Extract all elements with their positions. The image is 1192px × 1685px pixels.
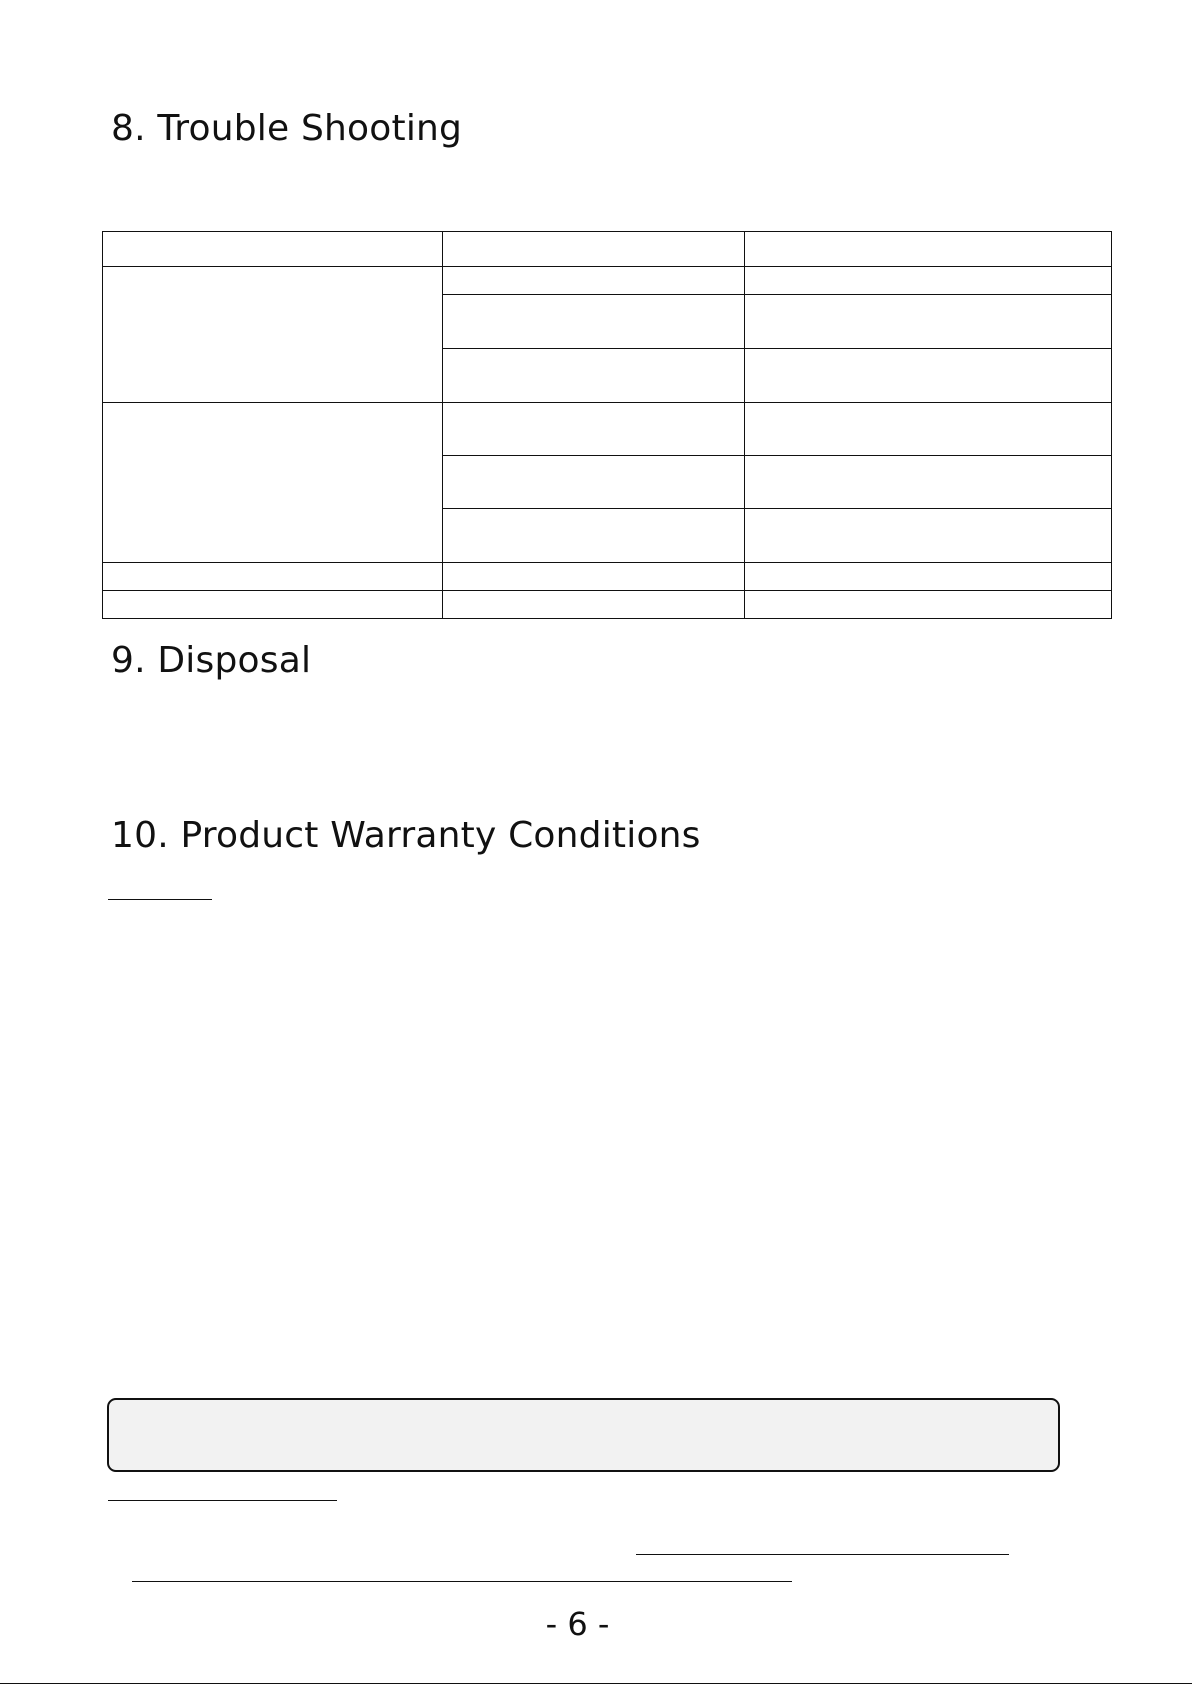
table-cell bbox=[103, 267, 443, 403]
section-title-warranty: 10. Product Warranty Conditions bbox=[111, 815, 701, 856]
table-cell bbox=[443, 456, 745, 509]
section-title-trouble-shooting: 8. Trouble Shooting bbox=[111, 108, 463, 149]
trouble-shooting-table bbox=[102, 231, 1112, 619]
table-cell bbox=[745, 295, 1112, 349]
table-cell bbox=[443, 295, 745, 349]
underline-rule bbox=[108, 1500, 337, 1501]
warranty-underline-rule bbox=[108, 899, 212, 900]
underline-rule bbox=[636, 1554, 1009, 1555]
table-cell bbox=[443, 349, 745, 403]
table-row bbox=[103, 591, 1112, 619]
table-cell bbox=[443, 591, 745, 619]
table-cell bbox=[745, 232, 1112, 267]
table-cell bbox=[745, 563, 1112, 591]
table-row bbox=[103, 563, 1112, 591]
notice-box bbox=[107, 1398, 1060, 1472]
table-cell bbox=[745, 267, 1112, 295]
table-cell bbox=[443, 267, 745, 295]
table-row bbox=[103, 403, 1112, 456]
table-cell bbox=[745, 456, 1112, 509]
page-number: - 6 - bbox=[545, 1605, 610, 1643]
table-cell bbox=[443, 509, 745, 563]
page-bottom-rule bbox=[0, 1683, 1192, 1684]
table-row bbox=[103, 267, 1112, 295]
table-cell bbox=[443, 403, 745, 456]
table-cell bbox=[745, 403, 1112, 456]
table-cell bbox=[103, 591, 443, 619]
table-cell bbox=[103, 403, 443, 563]
table-cell bbox=[103, 563, 443, 591]
table-cell bbox=[103, 232, 443, 267]
table-cell bbox=[443, 232, 745, 267]
underline-rule bbox=[132, 1581, 792, 1582]
section-title-disposal: 9. Disposal bbox=[111, 640, 312, 681]
table-cell bbox=[745, 591, 1112, 619]
table-cell bbox=[443, 563, 745, 591]
table-cell bbox=[745, 349, 1112, 403]
table-header-row bbox=[103, 232, 1112, 267]
table-cell bbox=[745, 509, 1112, 563]
